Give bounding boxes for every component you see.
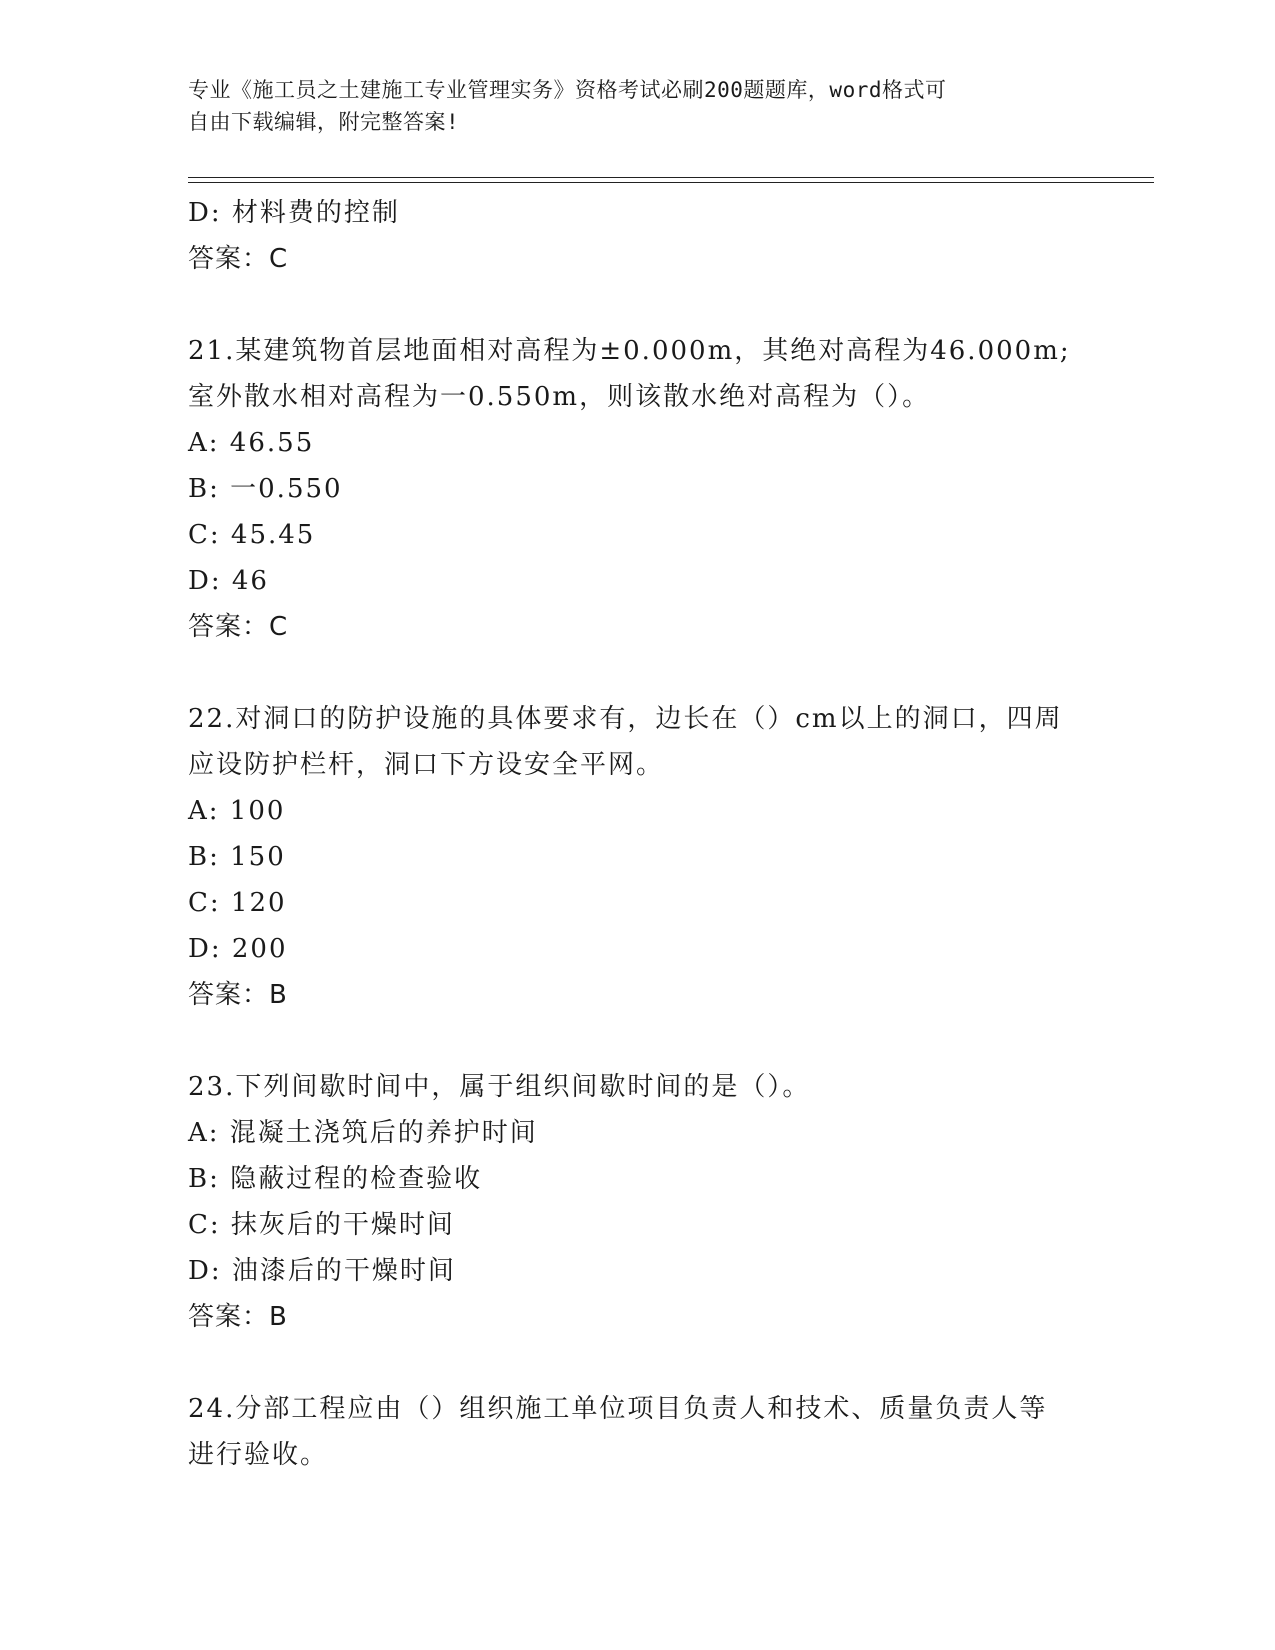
spacer: [188, 1018, 1128, 1064]
question-21-answer: 答案：C: [188, 612, 289, 642]
prev-question-answer: 答案：C: [188, 244, 289, 274]
question-21-option-d: D: 46: [188, 566, 269, 596]
spacer: [188, 282, 1128, 328]
question-23-answer: 答案：B: [188, 1302, 288, 1332]
question-21-option-a: A: 46.55: [188, 428, 315, 458]
question-24-stem-line-2: 进行验收。: [188, 1440, 329, 1470]
question-24-stem-line-1: 24.分部工程应由（）组织施工单位项目负责人和技术、质量负责人等: [188, 1394, 1048, 1424]
question-21-option-b: B: 一0.550: [188, 474, 343, 504]
header-title-line-2: 自由下载编辑，附完整答案!: [188, 110, 460, 134]
question-23-option-b: B: 隐蔽过程的检查验收: [188, 1164, 483, 1194]
question-21-stem-line-1: 21.某建筑物首层地面相对高程为±0.000m，其绝对高程为46.000m;: [188, 336, 1071, 366]
question-22-stem-line-1: 22.对洞口的防护设施的具体要求有，边长在（）cm以上的洞口，四周: [188, 704, 1063, 734]
prev-question-option-d: D: 材料费的控制: [188, 198, 400, 228]
question-list: [188, 190, 1128, 1478]
question-23-stem-line-1: 23.下列间歇时间中，属于组织间歇时间的是（）。: [188, 1072, 811, 1102]
spacer: [188, 1340, 1128, 1386]
header-title-line-1: 专业《施工员之土建施工专业管理实务》资格考试必刷200题题库，word格式可: [188, 78, 947, 102]
question-22-answer: 答案：B: [188, 980, 288, 1010]
document-header: [188, 74, 1068, 138]
question-22-stem-line-2: 应设防护栏杆，洞口下方设安全平网。: [188, 750, 665, 780]
question-22-option-d: D: 200: [188, 934, 288, 964]
question-22-option-c: C: 120: [188, 888, 287, 918]
question-22-option-b: B: 150: [188, 842, 286, 872]
question-21-stem-line-2: 室外散水相对高程为一0.550m，则该散水绝对高程为（）。: [188, 382, 931, 412]
question-22-option-a: A: 100: [188, 796, 286, 826]
question-23-option-d: D: 油漆后的干燥时间: [188, 1256, 456, 1286]
question-21-option-c: C: 45.45: [188, 520, 316, 550]
question-23-option-a: A: 混凝土浇筑后的养护时间: [188, 1118, 538, 1148]
spacer: [188, 650, 1128, 696]
question-23-option-c: C: 抹灰后的干燥时间: [188, 1210, 455, 1240]
header-divider-bottom: [188, 182, 1154, 183]
header-divider-top: [188, 177, 1154, 178]
